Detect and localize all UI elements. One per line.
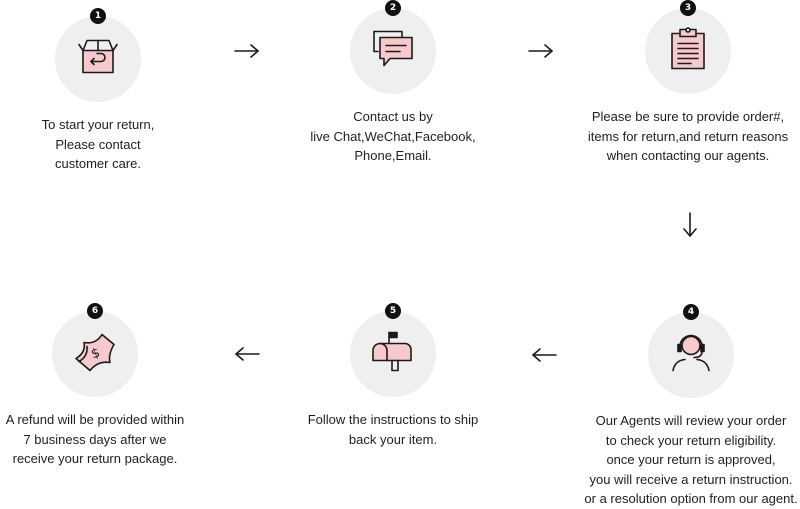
step-number-badge: 6 <box>87 303 103 319</box>
step-description: Our Agents will review your order to check your return eligibility. once your return is approved, you will receive a return instruction. or a resolution option from our agent. <box>584 413 798 506</box>
arrow-down-icon <box>680 210 700 240</box>
step-number-badge: 4 <box>683 304 699 320</box>
box-return-icon <box>78 37 118 82</box>
arrow-left-icon <box>529 345 559 365</box>
arrow-right-icon <box>526 41 556 61</box>
step-icon-circle <box>350 3 436 94</box>
step-number-badge: 5 <box>385 303 401 319</box>
money-bill-icon <box>72 331 118 378</box>
step-icon-circle <box>350 306 436 397</box>
step-description: Contact us by live Chat,WeChat,Facebook, Phone,Email. <box>310 109 476 163</box>
step-description: Follow the instructions to ship back your item. <box>307 412 479 447</box>
clipboard-icon <box>669 27 707 76</box>
step-number-badge: 3 <box>680 0 696 16</box>
step-description: Please be sure to provide order#, items for return,and return reasons when contacting our agents. <box>587 109 789 163</box>
step-number-badge: 1 <box>90 8 106 24</box>
step-icon-circle <box>55 11 141 102</box>
arrow-right-icon <box>232 41 262 61</box>
agent-headset-icon <box>669 333 713 378</box>
mailbox-icon <box>371 331 415 378</box>
arrow-left-icon <box>232 344 262 364</box>
svg-text:$: $ <box>89 345 103 363</box>
step-number-badge: 2 <box>385 0 401 16</box>
step-icon-circle <box>648 307 734 398</box>
step-description: To start your return, Please contact customer care. <box>41 117 155 171</box>
step-icon-circle <box>645 3 731 94</box>
chat-bubbles-icon <box>371 28 415 75</box>
step-icon-circle <box>52 306 138 397</box>
step-description: A refund will be provided within 7 business days after we receive your return package. <box>5 412 185 466</box>
